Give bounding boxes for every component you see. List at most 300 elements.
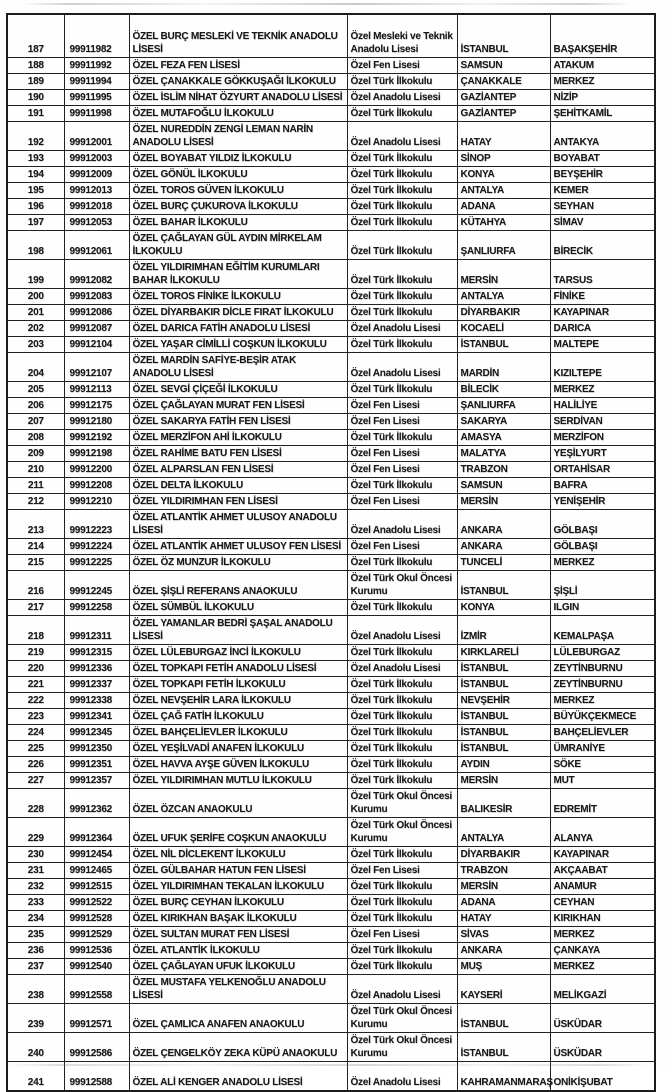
row-number-cell: 195 (7, 183, 64, 199)
school-type-cell: Özel Anadolu Lisesi (347, 510, 457, 539)
row-number-cell: 219 (7, 645, 64, 661)
province-cell: ANTALYA (457, 183, 550, 199)
school-code-cell: 99912104 (64, 337, 129, 353)
school-name-cell: ÖZEL TOROS FİNİKE İLKOKULU (129, 289, 347, 305)
row-number-cell: 190 (7, 90, 64, 106)
district-cell: ÜSKÜDAR (550, 1033, 655, 1062)
row-number-cell: 198 (7, 231, 64, 260)
school-name-cell: ÖZEL ÇANAKKALE GÖKKUŞAĞI İLKOKULU (129, 74, 347, 90)
province-cell: MERSİN (457, 879, 550, 895)
row-number-cell: 203 (7, 337, 64, 353)
school-type-cell: Özel Fen Lisesi (347, 863, 457, 879)
district-cell: KEMER (550, 183, 655, 199)
row-number-cell: 236 (7, 943, 64, 959)
school-type-cell: Özel Fen Lisesi (347, 58, 457, 74)
school-type-cell: Özel Türk İlkokulu (347, 478, 457, 494)
province-cell: ANKARA (457, 539, 550, 555)
school-code-cell: 99912364 (64, 818, 129, 847)
school-code-cell: 99912350 (64, 741, 129, 757)
school-name-cell: ÖZEL ÖZCAN ANAOKULU (129, 789, 347, 818)
school-type-cell: Özel Türk İlkokulu (347, 600, 457, 616)
province-cell: ADANA (457, 895, 550, 911)
district-cell: CEYHAN (550, 895, 655, 911)
district-cell: ILGIN (550, 600, 655, 616)
district-cell: SİMAV (550, 215, 655, 231)
province-cell: TRABZON (457, 863, 550, 879)
school-name-cell: ÖZEL NEVŞEHİR LARA İLKOKULU (129, 693, 347, 709)
district-cell: DARICA (550, 321, 655, 337)
table-row (7, 321, 655, 337)
table-row (7, 757, 655, 773)
school-code-cell: 99912345 (64, 725, 129, 741)
district-cell: SERDİVAN (550, 414, 655, 430)
school-code-cell: 99912009 (64, 167, 129, 183)
school-code-cell: 99912311 (64, 616, 129, 645)
school-code-cell: 99912341 (64, 709, 129, 725)
province-cell: TRABZON (457, 462, 550, 478)
school-type-cell: Özel Fen Lisesi (347, 494, 457, 510)
school-code-cell: 99912540 (64, 959, 129, 975)
table-row (7, 289, 655, 305)
table-row (7, 494, 655, 510)
school-name-cell: ÖZEL ÖZ MUNZUR İLKOKULU (129, 555, 347, 571)
row-number-cell: 241 (7, 1062, 64, 1092)
school-name-cell: ÖZEL ÇAĞ FATİH İLKOKULU (129, 709, 347, 725)
district-cell: AKÇAABAT (550, 863, 655, 879)
table-row (7, 959, 655, 975)
school-type-cell: Özel Mesleki ve Teknik Anadolu Lisesi (347, 14, 457, 58)
district-cell: KIRIKHAN (550, 911, 655, 927)
school-name-cell: ÖZEL NİL DİCLEKENT İLKOKULU (129, 847, 347, 863)
school-code-cell: 99912224 (64, 539, 129, 555)
district-cell: MELİKGAZİ (550, 975, 655, 1004)
school-code-cell: 99912003 (64, 151, 129, 167)
district-cell: ZEYTİNBURNU (550, 661, 655, 677)
table-row (7, 600, 655, 616)
province-cell: ŞANLIURFA (457, 398, 550, 414)
school-code-cell: 99911994 (64, 74, 129, 90)
school-type-cell: Özel Türk İlkokulu (347, 289, 457, 305)
table-row (7, 122, 655, 151)
table-row (7, 773, 655, 789)
school-name-cell: ÖZEL MUSTAFA YELKENOĞLU ANADOLU LİSESİ (129, 975, 347, 1004)
table-row (7, 510, 655, 539)
district-cell: MERKEZ (550, 693, 655, 709)
table-row (7, 462, 655, 478)
school-name-cell: ÖZEL TOPKAPI FETİH İLKOKULU (129, 677, 347, 693)
school-name-cell: ÖZEL YEŞİLVADİ ANAFEN İLKOKULU (129, 741, 347, 757)
district-cell: ORTAHİSAR (550, 462, 655, 478)
district-cell: ATAKUM (550, 58, 655, 74)
district-cell: MERKEZ (550, 74, 655, 90)
table-row (7, 183, 655, 199)
province-cell: SAMSUN (457, 58, 550, 74)
province-cell: İSTANBUL (457, 709, 550, 725)
district-cell: MERKEZ (550, 927, 655, 943)
table-row (7, 14, 655, 58)
province-cell: GAZİANTEP (457, 106, 550, 122)
row-number-cell: 222 (7, 693, 64, 709)
table-row (7, 199, 655, 215)
district-cell: BİRECİK (550, 231, 655, 260)
row-number-cell: 220 (7, 661, 64, 677)
school-code-cell: 99912588 (64, 1062, 129, 1092)
school-name-cell: ÖZEL LÜLEBURGAZ İNCİ İLKOKULU (129, 645, 347, 661)
row-number-cell: 199 (7, 260, 64, 289)
table-row (7, 305, 655, 321)
school-name-cell: ÖZEL TOPKAPI FETİH ANADOLU LİSESİ (129, 661, 347, 677)
school-type-cell: Özel Türk İlkokulu (347, 305, 457, 321)
row-number-cell: 194 (7, 167, 64, 183)
school-code-cell: 99912571 (64, 1004, 129, 1033)
school-name-cell: ÖZEL NUREDDİN ZENGİ LEMAN NARİN ANADOLU LİSESİ (129, 122, 347, 151)
district-cell: ANAMUR (550, 879, 655, 895)
district-cell: ZEYTİNBURNU (550, 677, 655, 693)
province-cell: MARDİN (457, 353, 550, 382)
district-cell: TARSUS (550, 260, 655, 289)
district-cell: ŞEHİTKAMİL (550, 106, 655, 122)
school-type-cell: Özel Türk İlkokulu (347, 231, 457, 260)
row-number-cell: 231 (7, 863, 64, 879)
school-type-cell: Özel Türk İlkokulu (347, 757, 457, 773)
table-row (7, 789, 655, 818)
row-number-cell: 229 (7, 818, 64, 847)
row-number-cell: 196 (7, 199, 64, 215)
school-code-cell: 99912175 (64, 398, 129, 414)
province-cell: İSTANBUL (457, 741, 550, 757)
school-type-cell: Özel Türk İlkokulu (347, 847, 457, 863)
school-code-cell: 99912529 (64, 927, 129, 943)
district-cell: KEMALPAŞA (550, 616, 655, 645)
school-name-cell: ÖZEL YAŞAR CİMİLLİ COŞKUN İLKOKULU (129, 337, 347, 353)
school-name-cell: ÖZEL ATLANTİK İLKOKULU (129, 943, 347, 959)
district-cell: YEŞİLYURT (550, 446, 655, 462)
school-type-cell: Özel Türk Okul Öncesi Kurumu (347, 818, 457, 847)
table-row (7, 1033, 655, 1062)
province-cell: GAZİANTEP (457, 90, 550, 106)
school-code-cell: 99912061 (64, 231, 129, 260)
school-type-cell: Özel Türk İlkokulu (347, 895, 457, 911)
school-name-cell: ÖZEL BAHÇELİEVLER İLKOKULU (129, 725, 347, 741)
school-code-cell: 99912086 (64, 305, 129, 321)
row-number-cell: 213 (7, 510, 64, 539)
school-code-cell: 99911992 (64, 58, 129, 74)
province-cell: SAMSUN (457, 478, 550, 494)
school-type-cell: Özel Türk Okul Öncesi Kurumu (347, 1033, 457, 1062)
province-cell: SAKARYA (457, 414, 550, 430)
district-cell: GÖLBAŞI (550, 539, 655, 555)
school-name-cell: ÖZEL SULTAN MURAT FEN LİSESİ (129, 927, 347, 943)
district-cell: ALANYA (550, 818, 655, 847)
school-type-cell: Özel Türk İlkokulu (347, 167, 457, 183)
row-number-cell: 200 (7, 289, 64, 305)
school-name-cell: ÖZEL BOYABAT YILDIZ İLKOKULU (129, 151, 347, 167)
province-cell: MERSİN (457, 773, 550, 789)
school-type-cell: Özel Türk İlkokulu (347, 555, 457, 571)
school-code-cell: 99912338 (64, 693, 129, 709)
school-code-cell: 99912087 (64, 321, 129, 337)
school-name-cell: ÖZEL BAHAR İLKOKULU (129, 215, 347, 231)
table-row (7, 430, 655, 446)
province-cell: MALATYA (457, 446, 550, 462)
table-row (7, 879, 655, 895)
scan-artifact-top (22, 3, 632, 5)
school-name-cell: ÖZEL MUTAFOĞLU İLKOKULU (129, 106, 347, 122)
school-type-cell: Özel Anadolu Lisesi (347, 321, 457, 337)
school-type-cell: Özel Fen Lisesi (347, 446, 457, 462)
district-cell: MERKEZ (550, 555, 655, 571)
school-name-cell: ÖZEL BURÇ ÇUKUROVA İLKOKULU (129, 199, 347, 215)
school-code-cell: 99912454 (64, 847, 129, 863)
table-row (7, 741, 655, 757)
school-type-cell: Özel Türk Okul Öncesi Kurumu (347, 1004, 457, 1033)
school-code-cell: 99912336 (64, 661, 129, 677)
school-name-cell: ÖZEL İSLİM NİHAT ÖZYURT ANADOLU LİSESİ (129, 90, 347, 106)
row-number-cell: 197 (7, 215, 64, 231)
school-type-cell: Özel Fen Lisesi (347, 539, 457, 555)
school-name-cell: ÖZEL GÜLBAHAR HATUN FEN LİSESİ (129, 863, 347, 879)
school-name-cell: ÖZEL SÜMBÜL İLKOKULU (129, 600, 347, 616)
province-cell: DİYARBAKIR (457, 305, 550, 321)
row-number-cell: 187 (7, 14, 64, 58)
table-row (7, 478, 655, 494)
school-type-cell: Özel Türk İlkokulu (347, 199, 457, 215)
school-code-cell: 99912053 (64, 215, 129, 231)
district-cell: ÇANKAYA (550, 943, 655, 959)
school-code-cell: 99912522 (64, 895, 129, 911)
school-type-cell: Özel Anadolu Lisesi (347, 90, 457, 106)
district-cell: MERKEZ (550, 382, 655, 398)
school-code-cell: 99912351 (64, 757, 129, 773)
row-number-cell: 208 (7, 430, 64, 446)
table-row (7, 847, 655, 863)
school-type-cell: Özel Türk İlkokulu (347, 106, 457, 122)
school-code-cell: 99912465 (64, 863, 129, 879)
school-type-cell: Özel Türk İlkokulu (347, 709, 457, 725)
province-cell: ANKARA (457, 943, 550, 959)
row-number-cell: 224 (7, 725, 64, 741)
table-row (7, 943, 655, 959)
school-type-cell: Özel Türk İlkokulu (347, 911, 457, 927)
row-number-cell: 230 (7, 847, 64, 863)
row-number-cell: 206 (7, 398, 64, 414)
district-cell: NİZİP (550, 90, 655, 106)
district-cell: MUT (550, 773, 655, 789)
province-cell: ANTALYA (457, 289, 550, 305)
school-type-cell: Özel Fen Lisesi (347, 462, 457, 478)
school-name-cell: ÖZEL ATLANTİK AHMET ULUSOY FEN LİSESİ (129, 539, 347, 555)
school-list-table (6, 13, 656, 1092)
school-type-cell: Özel Türk İlkokulu (347, 151, 457, 167)
table-row (7, 645, 655, 661)
province-cell: KIRKLARELİ (457, 645, 550, 661)
school-name-cell: ÖZEL ÇAĞLAYAN MURAT FEN LİSESİ (129, 398, 347, 414)
school-type-cell: Özel Türk İlkokulu (347, 74, 457, 90)
row-number-cell: 193 (7, 151, 64, 167)
school-name-cell: ÖZEL HAVVA AYŞE GÜVEN İLKOKULU (129, 757, 347, 773)
school-code-cell: 99912245 (64, 571, 129, 600)
school-name-cell: ÖZEL ATLANTİK AHMET ULUSOY ANADOLU LİSESİ (129, 510, 347, 539)
table-row (7, 398, 655, 414)
row-number-cell: 237 (7, 959, 64, 975)
school-name-cell: ÖZEL ALİ KENGER ANADOLU LİSESİ (129, 1062, 347, 1092)
school-type-cell: Özel Anadolu Lisesi (347, 1062, 457, 1092)
province-cell: KONYA (457, 600, 550, 616)
table-row (7, 353, 655, 382)
school-code-cell: 99912180 (64, 414, 129, 430)
province-cell: İSTANBUL (457, 1033, 550, 1062)
province-cell: ANKARA (457, 510, 550, 539)
table-row (7, 709, 655, 725)
province-cell: KAYSERİ (457, 975, 550, 1004)
row-number-cell: 221 (7, 677, 64, 693)
district-cell: ÜMRANİYE (550, 741, 655, 757)
school-type-cell: Özel Anadolu Lisesi (347, 661, 457, 677)
table-row (7, 151, 655, 167)
school-type-cell: Özel Türk İlkokulu (347, 430, 457, 446)
school-code-cell: 99912337 (64, 677, 129, 693)
school-code-cell: 99912082 (64, 260, 129, 289)
school-code-cell: 99912001 (64, 122, 129, 151)
table-row (7, 616, 655, 645)
district-cell: ÜSKÜDAR (550, 1004, 655, 1033)
school-name-cell: ÖZEL ŞİŞLİ REFERANS ANAOKULU (129, 571, 347, 600)
province-cell: BALIKESİR (457, 789, 550, 818)
school-name-cell: ÖZEL YILDIRIMHAN TEKALAN İLKOKULU (129, 879, 347, 895)
district-cell: EDREMİT (550, 789, 655, 818)
school-name-cell: ÖZEL ÇAĞLAYAN UFUK İLKOKULU (129, 959, 347, 975)
school-name-cell: ÖZEL YAMANLAR BEDRİ ŞAŞAL ANADOLU LİSESİ (129, 616, 347, 645)
row-number-cell: 191 (7, 106, 64, 122)
school-type-cell: Özel Türk İlkokulu (347, 260, 457, 289)
row-number-cell: 207 (7, 414, 64, 430)
row-number-cell: 239 (7, 1004, 64, 1033)
row-number-cell: 201 (7, 305, 64, 321)
school-code-cell: 99912362 (64, 789, 129, 818)
school-type-cell: Özel Fen Lisesi (347, 398, 457, 414)
school-name-cell: ÖZEL SEVGİ ÇİÇEĞİ İLKOKULU (129, 382, 347, 398)
table-row (7, 58, 655, 74)
school-type-cell: Özel Anadolu Lisesi (347, 122, 457, 151)
school-code-cell: 99912210 (64, 494, 129, 510)
school-type-cell: Özel Türk İlkokulu (347, 693, 457, 709)
row-number-cell: 209 (7, 446, 64, 462)
row-number-cell: 202 (7, 321, 64, 337)
school-type-cell: Özel Türk İlkokulu (347, 741, 457, 757)
row-number-cell: 216 (7, 571, 64, 600)
school-code-cell: 99911982 (64, 14, 129, 58)
school-name-cell: ÖZEL TOROS GÜVEN İLKOKULU (129, 183, 347, 199)
district-cell: MALTEPE (550, 337, 655, 353)
table-row (7, 818, 655, 847)
school-type-cell: Özel Türk İlkokulu (347, 677, 457, 693)
district-cell: YENİŞEHİR (550, 494, 655, 510)
table-row (7, 260, 655, 289)
school-code-cell: 99912558 (64, 975, 129, 1004)
school-code-cell: 99912528 (64, 911, 129, 927)
school-code-cell: 99912083 (64, 289, 129, 305)
school-code-cell: 99912208 (64, 478, 129, 494)
row-number-cell: 188 (7, 58, 64, 74)
province-cell: İSTANBUL (457, 725, 550, 741)
row-number-cell: 205 (7, 382, 64, 398)
province-cell: İSTANBUL (457, 677, 550, 693)
row-number-cell: 212 (7, 494, 64, 510)
table-row (7, 1004, 655, 1033)
school-code-cell: 99912315 (64, 645, 129, 661)
row-number-cell: 223 (7, 709, 64, 725)
district-cell: LÜLEBURGAZ (550, 645, 655, 661)
school-name-cell: ÖZEL DARICA FATİH ANADOLU LİSESİ (129, 321, 347, 337)
table-row (7, 693, 655, 709)
table-row (7, 215, 655, 231)
school-code-cell: 99912223 (64, 510, 129, 539)
row-number-cell: 215 (7, 555, 64, 571)
school-code-cell: 99912200 (64, 462, 129, 478)
district-cell: ANTAKYA (550, 122, 655, 151)
table-row (7, 677, 655, 693)
province-cell: KONYA (457, 167, 550, 183)
row-number-cell: 189 (7, 74, 64, 90)
school-type-cell: Özel Anadolu Lisesi (347, 975, 457, 1004)
school-name-cell: ÖZEL MARDİN SAFİYE-BEŞİR ATAK ANADOLU LİSESİ (129, 353, 347, 382)
school-name-cell: ÖZEL YILDIRIMHAN EĞİTİM KURUMLARI BAHAR İLKOKULU (129, 260, 347, 289)
school-name-cell: ÖZEL ÇAĞLAYAN GÜL AYDIN MİRKELAM İLKOKULU (129, 231, 347, 260)
province-cell: NEVŞEHİR (457, 693, 550, 709)
school-type-cell: Özel Türk İlkokulu (347, 879, 457, 895)
province-cell: KOCAELİ (457, 321, 550, 337)
school-name-cell: ÖZEL FEZA FEN LİSESİ (129, 58, 347, 74)
school-code-cell: 99912586 (64, 1033, 129, 1062)
school-code-cell: 99911998 (64, 106, 129, 122)
school-type-cell: Özel Türk İlkokulu (347, 337, 457, 353)
school-type-cell: Özel Türk İlkokulu (347, 382, 457, 398)
school-type-cell: Özel Türk İlkokulu (347, 183, 457, 199)
district-cell: HALİLİYE (550, 398, 655, 414)
row-number-cell: 227 (7, 773, 64, 789)
school-code-cell: 99912198 (64, 446, 129, 462)
table-row (7, 446, 655, 462)
district-cell: ONİKİŞUBAT (550, 1062, 655, 1092)
province-cell: SİNOP (457, 151, 550, 167)
row-number-cell: 204 (7, 353, 64, 382)
school-type-cell: Özel Fen Lisesi (347, 927, 457, 943)
school-name-cell: ÖZEL ÇAMLICA ANAFEN ANAOKULU (129, 1004, 347, 1033)
row-number-cell: 240 (7, 1033, 64, 1062)
school-code-cell: 99912515 (64, 879, 129, 895)
province-cell: MERSİN (457, 260, 550, 289)
school-code-cell: 99912192 (64, 430, 129, 446)
table-row (7, 911, 655, 927)
table-row (7, 90, 655, 106)
table-row (7, 167, 655, 183)
school-type-cell: Özel Türk İlkokulu (347, 645, 457, 661)
province-cell: KÜTAHYA (457, 215, 550, 231)
province-cell: TUNCELİ (457, 555, 550, 571)
district-cell: BAHÇELİEVLER (550, 725, 655, 741)
row-number-cell: 228 (7, 789, 64, 818)
school-name-cell: ÖZEL SAKARYA FATİH FEN LİSESİ (129, 414, 347, 430)
school-code-cell: 99912013 (64, 183, 129, 199)
province-cell: MERSİN (457, 494, 550, 510)
row-number-cell: 210 (7, 462, 64, 478)
row-number-cell: 226 (7, 757, 64, 773)
district-cell: MERKEZ (550, 959, 655, 975)
district-cell: ŞİŞLİ (550, 571, 655, 600)
school-name-cell: ÖZEL ALPARSLAN FEN LİSESİ (129, 462, 347, 478)
school-type-cell: Özel Anadolu Lisesi (347, 616, 457, 645)
district-cell: SEYHAN (550, 199, 655, 215)
